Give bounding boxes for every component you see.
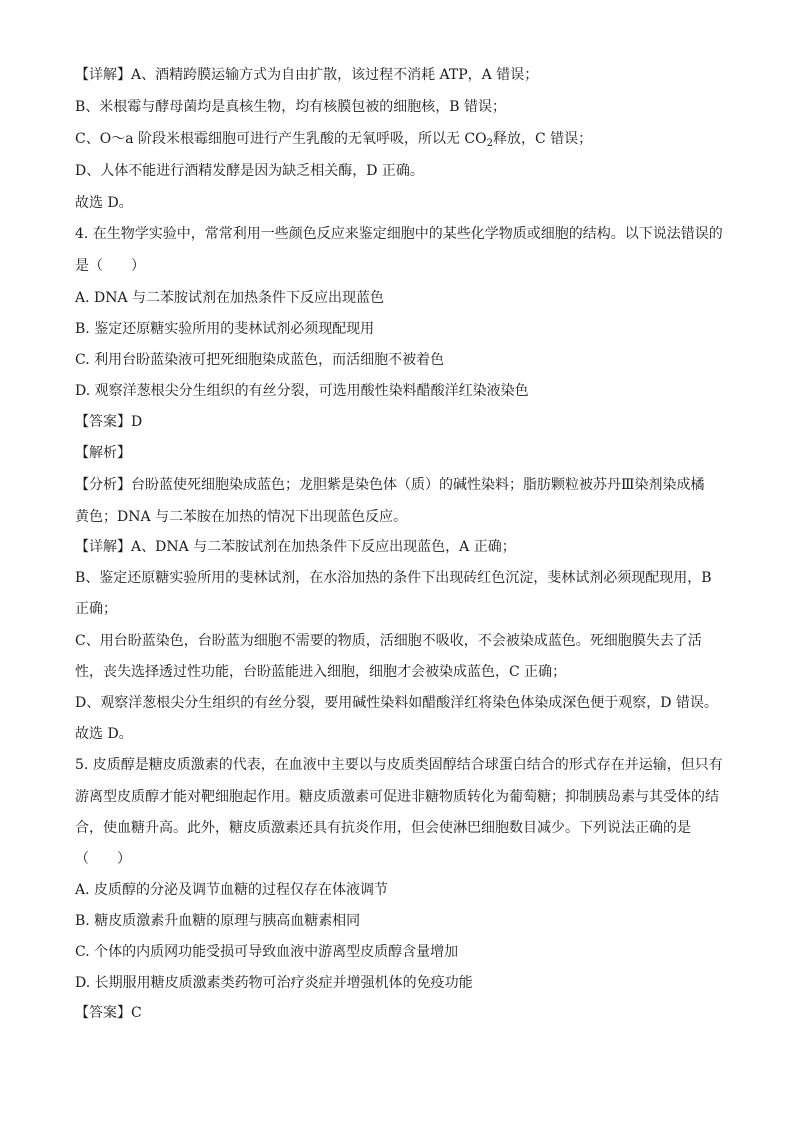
q5-option-d: D. 长期服用糖皮质激素类药物可治疗炎症并增强机体的免疫功能 xyxy=(75,975,473,991)
q4-analysis-heading: 【解析】 xyxy=(75,445,131,461)
q3-detail-a: 【详解】A、酒精跨膜运输方式为自由扩散，该过程不消耗 ATP，A 错误； xyxy=(75,67,539,83)
q5-answer: 【答案】C xyxy=(75,1005,142,1021)
q4-conclusion: 故选 D。 xyxy=(75,726,133,742)
q5-stem-line-3: 合，使血糖升高。此外，糖皮质激素还具有抗炎作用，但会使淋巴细胞数目减少。下列说法正确的是 xyxy=(75,820,691,836)
q4-detail-line-2: B、鉴定还原糖实验所用的斐林试剂，在水浴加热的条件下出现砖红色沉淀，斐林试剂必须现配现用，B xyxy=(75,570,712,586)
q4-stem-line-2: 是（ ） xyxy=(75,258,145,274)
q3-detail-d: D、人体不能进行酒精发酵是因为缺乏相关酶，D 正确。 xyxy=(75,163,424,179)
q4-detail-line-4: C、用台盼蓝染色，台盼蓝为细胞不需要的物质，活细胞不吸收，不会被染成蓝色。死细胞膜失去了活 xyxy=(75,633,702,649)
q5-stem-line-4: （ ） xyxy=(75,851,131,867)
q4-detail-line-1: 【详解】A、DNA 与二苯胺试剂在加热条件下反应出现蓝色，A 正确； xyxy=(75,539,516,555)
q3-conclusion: 故选 D。 xyxy=(75,195,133,211)
q5-option-a: A. 皮质醇的分泌及调节血糖的过程仅存在体液调节 xyxy=(75,882,389,898)
q4-detail-line-5: 性，丧失选择透过性功能，台盼蓝能进入细胞，细胞才会被染成蓝色，C 正确； xyxy=(75,664,567,680)
q4-option-c: C. 利用台盼蓝染液可把死细胞染成蓝色，而活细胞不被着色 xyxy=(75,352,445,368)
q4-analysis-line-2: 黄色；DNA 与二苯胺在加热的情况下出现蓝色反应。 xyxy=(75,509,408,525)
co2-subscript: 2 xyxy=(486,138,493,149)
q4-detail-line-3: 正确； xyxy=(75,601,117,617)
q4-stem-line-1: 4. 在生物学实验中，常常利用一些颜色反应来鉴定细胞中的某些化学物质或细胞的结构。以下说法错误的 xyxy=(75,226,723,242)
q4-analysis-line-1: 【分析】台盼蓝使死细胞染成蓝色；龙胆紫是染色体（质）的碱性染料；脂肪颗粒被苏丹Ⅲ染剂染成橘 xyxy=(75,477,705,493)
q3-detail-b: B、米根霉与酵母菌均是真核生物，均有核膜包被的细胞核，B 错误； xyxy=(75,99,507,115)
q3-detail-c xyxy=(75,130,592,153)
q5-option-c: C. 个体的内质网功能受损可导致血液中游离型皮质醇含量增加 xyxy=(75,944,459,960)
q4-answer: 【答案】D xyxy=(75,414,143,430)
q4-option-a: A. DNA 与二苯胺试剂在加热条件下反应出现蓝色 xyxy=(75,290,385,306)
q4-option-b: B. 鉴定还原糖实验所用的斐林试剂必须现配现用 xyxy=(75,321,375,337)
q4-option-d: D. 观察洋葱根尖分生组织的有丝分裂，可选用酸性染料醋酸洋红染液染色 xyxy=(75,383,529,399)
q5-stem-line-1: 5. 皮质醇是糖皮质激素的代表，在血液中主要以与皮质类固醇结合球蛋白结合的形式存在并运输，但只有 xyxy=(75,757,723,773)
q3-detail-c-text: C、O～a 阶段米根霉细胞可进行产生乳酸的无氧呼吸，所以无 CO xyxy=(75,131,487,147)
q4-detail-line-6: D、观察洋葱根尖分生组织的有丝分裂，要用碱性染料如醋酸洋红将染色体染成深色便于观察，D 错误。 xyxy=(75,695,718,711)
q5-option-b: B. 糖皮质激素升血糖的原理与胰高血糖素相同 xyxy=(75,913,361,929)
q3-detail-c-tail: 释放，C 错误； xyxy=(493,131,593,147)
q5-stem-line-2: 游离型皮质醇才能对靶细胞起作用。糖皮质激素可促进非糖物质转化为葡萄糖；抑制胰岛素与其受体的结 xyxy=(75,789,719,805)
